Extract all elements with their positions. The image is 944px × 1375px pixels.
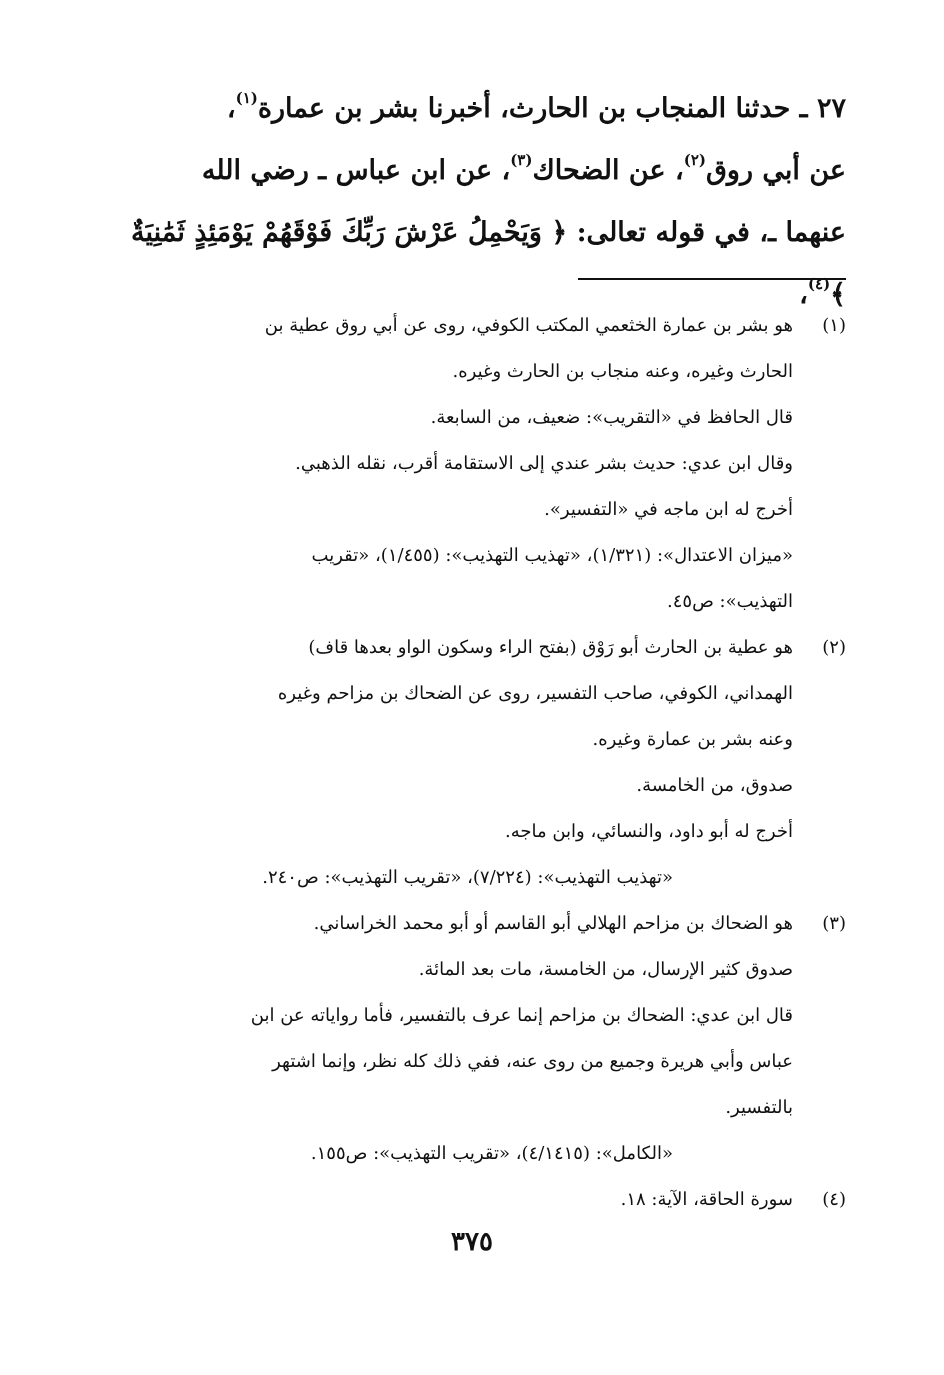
footnote-number: (٣): [822, 913, 846, 934]
footnote-line: وقال ابن عدي: حديث بشر عندي إلى الاستقامة أقرب، نقله الذهبي.: [295, 453, 793, 474]
footnote-ref: (١): [235, 89, 258, 107]
main-text-line: [131, 140, 846, 202]
footnote-ref: (٤): [807, 275, 831, 293]
hadith-text: عن أبي روق: [705, 155, 846, 186]
footnote-line: هو عطية بن الحارث أبو رَوْق (بفتح الراء وسكون الواو بعدها قاف): [308, 637, 793, 658]
footnote-line: الهمداني، الكوفي، صاحب التفسير، روى عن الضحاك بن مزاحم وغيره: [277, 683, 793, 704]
footnote-ref: (٣): [510, 151, 533, 169]
footnote-line: «الكامل»: (٤/١٤١٥)، «تقريب التهذيب»: ص١٥٥.: [310, 1143, 673, 1164]
main-text-line: [131, 78, 846, 140]
punctuation: ،: [799, 279, 808, 310]
footnote-line: قال ابن عدي: الضحاك بن مزاحم إنما عرف بالتفسير، فأما رواياته عن ابن: [250, 1005, 793, 1026]
footnote-line: صدوق كثير الإرسال، من الخامسة، مات بعد المائة.: [418, 959, 793, 980]
footnote-line: هو بشر بن عمارة الخثعمي المكتب الكوفي، روى عن أبي روق عطية بن: [264, 315, 793, 336]
footnote-line: بالتفسير.: [725, 1097, 793, 1118]
footnote-line: صدوق، من الخامسة.: [636, 775, 793, 796]
footnote-line: هو الضحاك بن مزاحم الهلالي أبو القاسم أو أبو محمد الخراساني.: [313, 913, 793, 934]
footnote-3: [131, 901, 846, 1177]
footnote-line: «ميزان الاعتدال»: (١/٣٢١)، «تهذيب التهذيب»: (١/٤٥٥)، «تقريب: [311, 545, 793, 566]
punctuation: ،: [226, 93, 236, 124]
hadith-text: ، عن ابن عباس ـ رضي الله: [201, 155, 511, 186]
footnote-separator: [578, 278, 846, 280]
hadith-text: ٢٧ ـ حدثنا المنجاب بن الحارث، أخبرنا بشر بن عمارة: [257, 93, 846, 124]
footnote-1: [131, 303, 846, 625]
footnote-line: الحارث وغيره، وعنه منجاب بن الحارث وغيره.: [452, 361, 793, 382]
footnote-2: [131, 625, 846, 901]
footnote-4: [131, 1177, 846, 1223]
footnote-line: أخرج له أبو داود، والنسائي، وابن ماجه.: [505, 821, 793, 842]
footnote-number: (٢): [822, 637, 846, 658]
footnote-number: (١): [822, 315, 846, 336]
footnote-line: قال الحافظ في «التقريب»: ضعيف، من السابعة.: [430, 407, 793, 428]
main-text: [131, 78, 846, 326]
footnote-number: (٤): [822, 1189, 846, 1210]
footnote-line: وعنه بشر بن عمارة وغيره.: [592, 729, 793, 750]
footnote-line: سورة الحاقة، الآية: ١٨.: [620, 1189, 793, 1210]
page-number: ٣٧٥: [451, 1227, 493, 1257]
footnote-ref: (٢): [683, 151, 706, 169]
footnote-line: التهذيب»: ص٤٥.: [667, 591, 793, 612]
quran-verse: ﴿ وَيَحْمِلُ عَرْشَ رَبِّكَ فَوْقَهُمْ يَوْمَئِذٍ ثَمَٰنِيَةٌ ﴾: [131, 217, 846, 310]
footnote-line: «تهذيب التهذيب»: (٧/٢٢٤)، «تقريب التهذيب»: ص٢٤٠.: [262, 867, 673, 888]
hadith-text: ، عن الضحاك: [532, 155, 684, 186]
footnotes: [131, 303, 846, 1223]
hadith-text: عنهما ـ، في قوله تعالى:: [576, 217, 846, 248]
footnote-line: أخرج له ابن ماجه في «التفسير».: [544, 499, 793, 520]
footnote-line: عباس وأبي هريرة وجميع من روى عنه، ففي ذلك كله نظر، وإنما اشتهر: [272, 1051, 793, 1072]
